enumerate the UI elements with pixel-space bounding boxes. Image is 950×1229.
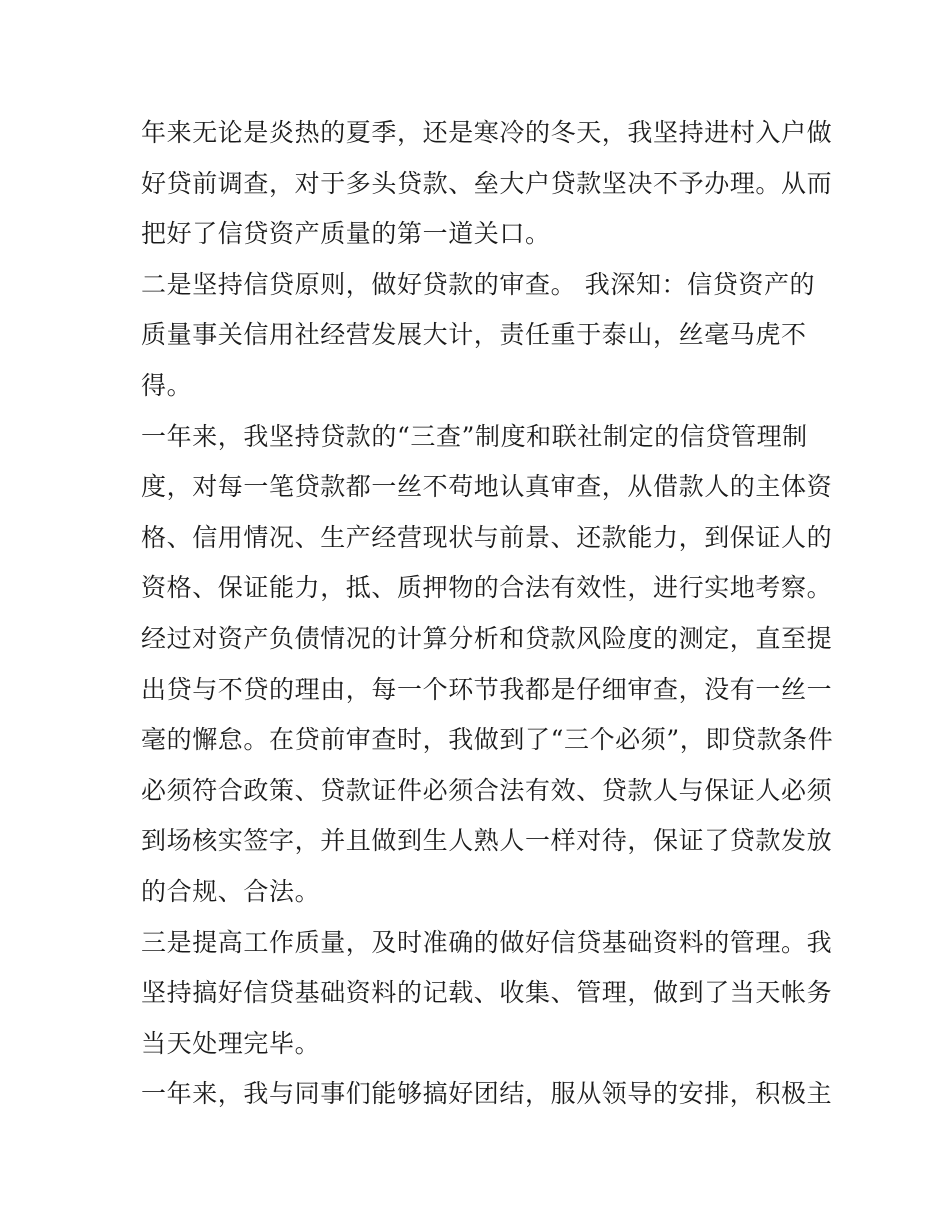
text-line: 必须符合政策、贷款证件必须合法有效、贷款人与保证人必须 xyxy=(141,775,833,805)
body-text xyxy=(141,108,834,1120)
text-line: 年来无论是炎热的夏季，还是寒冷的冬天，我坚持进村入户做 xyxy=(141,118,833,147)
text-line: 得。 xyxy=(141,370,193,400)
text-line: 一年来，我坚持贷款的“三查”制度和联社制定的信贷管理制 xyxy=(141,421,808,451)
text-line: 好贷前调查，对于多头贷款、垒大户贷款坚决不予办理。从而 xyxy=(141,168,833,198)
text-line: 出贷与不贷的理由，每一个环节我都是仔细审查，没有一丝一 xyxy=(141,674,833,704)
text-line: 毫的懈怠。在贷前审查时，我做到了“三个必须”，即贷款条件 xyxy=(141,725,834,755)
text-line: 一年来，我与同事们能够搞好团结，服从领导的安排，积极主 xyxy=(141,1079,833,1109)
text-line: 度，对每一笔贷款都一丝不苟地认真审查，从借款人的主体资 xyxy=(141,472,833,502)
text-line: 坚持搞好信贷基础资料的记载、收集、管理，做到了当天帐务 xyxy=(141,978,833,1008)
text-line: 的合规、合法。 xyxy=(141,876,321,906)
text-line: 把好了信贷资产质量的第一道关口。 xyxy=(141,219,551,249)
text-line: 经过对资产负债情况的计算分析和贷款风险度的测定，直至提 xyxy=(141,623,833,653)
text-line: 格、信用情况、生产经营现状与前景、还款能力，到保证人的 xyxy=(141,522,833,552)
text-line: 质量事关信用社经营发展大计，责任重于泰山，丝毫马虎不 xyxy=(141,320,807,350)
text-line: 当天处理完毕。 xyxy=(141,1028,321,1058)
text-line: 三是提高工作质量，及时准确的做好信贷基础资料的管理。我 xyxy=(141,927,833,957)
text-line: 到场核实签字，并且做到生人熟人一样对待，保证了贷款发放 xyxy=(141,826,833,856)
text-line: 二是坚持信贷原则，做好贷款的审查。 我深知：信贷资产的 xyxy=(141,269,816,299)
text-line: 资格、保证能力，抵、质押物的合法有效性，进行实地考察。 xyxy=(141,573,833,603)
